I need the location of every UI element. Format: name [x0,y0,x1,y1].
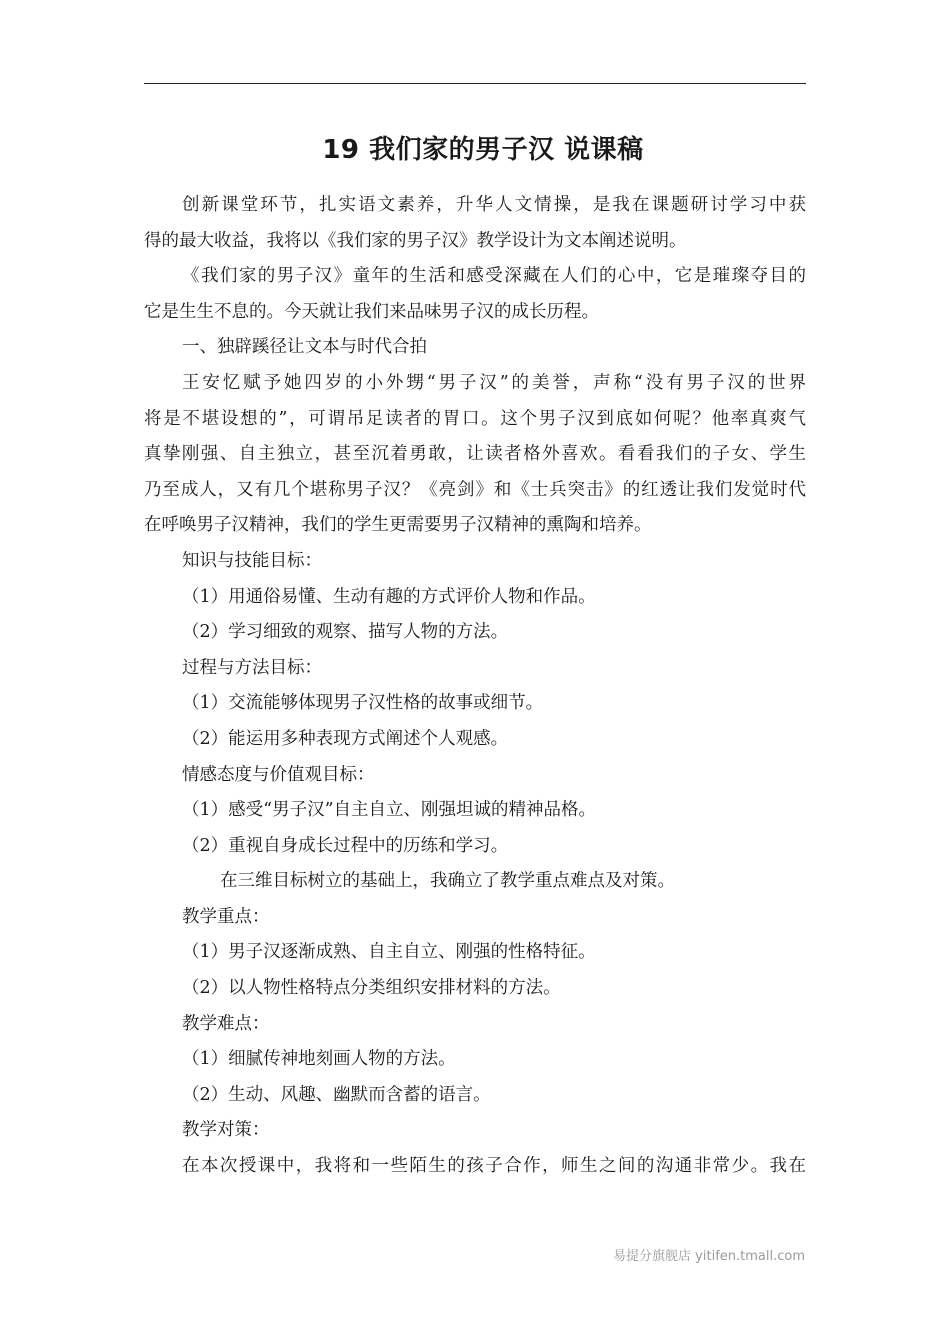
document-body [144,188,806,1185]
paragraph-line: 在三维目标树立的基础上，我确立了教学重点难点及对策。 [220,871,675,892]
list-item: （2）生动、风趣、幽默而含蓄的语言。 [182,1084,491,1105]
section-heading: 一、独辟蹊径让文本与时代合拍 [182,337,427,358]
paragraph-line: 得的最大收益，我将以《我们家的男子汉》教学设计为文本阐述说明。 [144,230,687,251]
header-rule [144,83,806,84]
paragraph-line: 《我们家的男子汉》童年的生活和感受深藏在人们的心中，它是璀璨夺目的 [182,266,806,287]
subheading: 过程与方法目标： [182,657,322,678]
list-item: （1）交流能够体现男子汉性格的故事或细节。 [182,693,544,714]
subheading: 知识与技能目标： [182,550,322,571]
subheading: 教学对策： [182,1120,270,1141]
paragraph-line: 它是生生不息的。今天就让我们来品味男子汉的成长历程。 [144,301,599,322]
list-item: （2）重视自身成长过程中的历练和学习。 [182,835,509,856]
list-item: （1）感受“男子汉”自主自立、刚强坦诚的精神品格。 [182,800,597,821]
paragraph-line: 将是不堪设想的”，可谓吊足读者的胃口。这个男子汉到底如何呢？他率真爽气 [144,408,806,429]
list-item: （2）能运用多种表现方式阐述个人观感。 [182,728,509,749]
list-item: （2）以人物性格特点分类组织安排材料的方法。 [182,978,561,999]
list-item: （2）学习细致的观察、描写人物的方法。 [182,622,509,643]
paragraph-line: 在呼唤男子汉精神，我们的学生更需要男子汉精神的熏陶和培养。 [144,515,652,536]
paragraph-line: 真挚刚强、自主独立，甚至沉着勇敢，让读者格外喜欢。看看我们的子女、学生 [144,444,806,465]
paragraph-line: 王安忆赋予她四岁的小外甥“男子汉”的美誉，声称“没有男子汉的世界 [182,372,806,393]
list-item: （1）男子汉逐渐成熟、自主自立、刚强的性格特征。 [182,942,596,963]
subheading: 情感态度与价值观目标： [182,764,375,785]
document-title: 19 我们家的男子汉 说课稿 [322,135,644,165]
subheading: 教学重点： [182,906,270,927]
paragraph-line: 乃至成人，又有几个堪称男子汉？《亮剑》和《士兵突击》的红透让我们发觉时代 [144,479,806,500]
list-item: （1）细腻传神地刻画人物的方法。 [182,1049,456,1070]
paragraph-line: 创新课堂环节，扎实语文素养，升华人文情操，是我在课题研讨学习中获 [182,195,806,215]
list-item: （1）用通俗易懂、生动有趣的方式评价人物和作品。 [182,586,596,607]
footer-watermark: 易提分旗舰店 yitifen.tmall.com [613,1249,805,1264]
subheading: 教学难点： [182,1013,270,1034]
paragraph-line: 在本次授课中，我将和一些陌生的孩子合作，师生之间的沟通非常少。我在 [182,1156,806,1177]
